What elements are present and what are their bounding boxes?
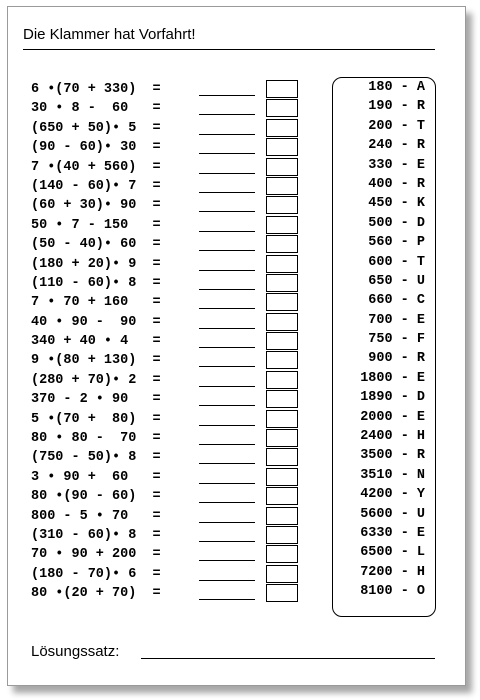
answer-line[interactable] [199,502,255,503]
task-row [31,448,161,467]
answer-line[interactable] [199,231,255,232]
task-row [31,507,161,526]
task-row [31,235,161,254]
task-expression: 5 •(70 + 80) = [31,411,161,427]
answer-line[interactable] [199,483,255,484]
key-entry: 600 - T [368,254,425,270]
answer-line[interactable] [199,134,255,135]
key-entry: 8100 - O [360,584,425,600]
task-row [31,274,161,293]
task-expression: (140 - 60)• 7 = [31,178,161,194]
solution-label: Lösungssatz: [31,643,120,660]
task-list [31,80,161,604]
answer-line[interactable] [199,541,255,542]
task-row [31,196,161,215]
letter-box[interactable] [266,332,298,350]
key-entry: 750 - F [368,332,425,348]
answer-line[interactable] [199,289,255,290]
key-entry: 2000 - E [360,409,425,425]
answer-line[interactable] [199,463,255,464]
task-expression: 7 • 70 + 160 = [31,295,161,311]
letter-box[interactable] [266,429,298,447]
letter-box[interactable] [266,313,298,331]
task-row [31,545,161,564]
answer-line[interactable] [199,580,255,581]
answer-line[interactable] [199,425,255,426]
letter-box[interactable] [266,371,298,389]
task-row [31,119,161,138]
task-expression: (650 + 50)• 5 = [31,120,161,136]
key-entry: 190 - R [368,99,425,115]
task-row [31,526,161,545]
task-row [31,429,161,448]
key-entry: 660 - C [368,293,425,309]
answer-line[interactable] [199,405,255,406]
task-expression: 30 • 8 - 60 = [31,101,161,117]
task-row [31,158,161,177]
task-expression: (310 - 60)• 8 = [31,527,161,543]
answer-line[interactable] [199,250,255,251]
letter-box[interactable] [266,565,298,583]
key-entry: 1800 - E [360,370,425,386]
key-entry: 4200 - Y [360,487,425,503]
key-entry: 1890 - D [360,390,425,406]
task-expression: 9 •(80 + 130) = [31,353,161,369]
page-title: Die Klammer hat Vorfahrt! [23,26,435,50]
key-entry: 900 - R [368,351,425,367]
task-expression: 3 • 90 + 60 = [31,469,161,485]
letter-box[interactable] [266,448,298,466]
letter-box[interactable] [266,196,298,214]
task-expression: 800 - 5 • 70 = [31,508,161,524]
task-row [31,255,161,274]
answer-line[interactable] [199,522,255,523]
answer-line[interactable] [199,192,255,193]
letter-box[interactable] [266,468,298,486]
letter-box[interactable] [266,293,298,311]
task-expression: 80 •(20 + 70) = [31,586,161,602]
task-row [31,371,161,390]
task-expression: 7 •(40 + 560) = [31,159,161,175]
solution-input-line[interactable] [141,658,435,659]
letter-box[interactable] [266,138,298,156]
task-row [31,390,161,409]
letter-box[interactable] [266,80,298,98]
task-expression: 340 + 40 • 4 = [31,334,161,350]
task-expression: (180 - 70)• 6 = [31,566,161,582]
letter-box[interactable] [266,255,298,273]
letter-box[interactable] [266,274,298,292]
answer-key [332,77,436,617]
task-expression: 40 • 90 - 90 = [31,314,161,330]
answer-line[interactable] [199,153,255,154]
key-entry: 700 - E [368,312,425,328]
key-entry: 400 - R [368,176,425,192]
key-entry: 2400 - H [360,429,425,445]
answer-line[interactable] [199,95,255,96]
task-row [31,468,161,487]
task-row [31,487,161,506]
task-row [31,565,161,584]
answer-line[interactable] [199,270,255,271]
task-row [31,410,161,429]
task-expression: (280 + 70)• 2 = [31,372,161,388]
answer-line[interactable] [199,347,255,348]
answer-line[interactable] [199,599,255,600]
key-entry: 180 - A [368,80,425,95]
task-expression: 370 - 2 • 90 = [31,392,161,408]
task-expression: 6 •(70 + 330) = [31,82,161,97]
letter-box[interactable] [266,507,298,525]
task-row [31,584,161,603]
key-entry: 240 - R [368,138,425,154]
task-expression: 80 • 80 - 70 = [31,431,161,447]
task-row [31,293,161,312]
letter-box[interactable] [266,584,298,602]
task-expression: (60 + 30)• 90 = [31,198,161,214]
task-row [31,313,161,332]
task-row [31,332,161,351]
letter-box[interactable] [266,99,298,117]
task-row [31,177,161,196]
task-expression: (180 + 20)• 9 = [31,256,161,272]
task-expression: (50 - 40)• 60 = [31,237,161,253]
task-row [31,99,161,118]
answer-line[interactable] [199,211,255,212]
key-entry: 330 - E [368,157,425,173]
key-entry: 500 - D [368,215,425,231]
key-entry: 3510 - N [360,467,425,483]
key-entry: 450 - K [368,196,425,212]
task-expression: 50 • 7 - 150 = [31,217,161,233]
task-expression: 70 • 90 + 200 = [31,547,161,563]
answer-line[interactable] [199,173,255,174]
task-row [31,216,161,235]
answer-line[interactable] [199,560,255,561]
answer-line[interactable] [199,308,255,309]
letter-box[interactable] [266,177,298,195]
answer-line[interactable] [199,386,255,387]
task-expression: (110 - 60)• 8 = [31,275,161,291]
answer-line[interactable] [199,444,255,445]
letter-box[interactable] [266,487,298,505]
task-row [31,351,161,370]
letter-box[interactable] [266,526,298,544]
key-entry: 200 - T [368,118,425,134]
letter-box[interactable] [266,216,298,234]
letter-box[interactable] [266,410,298,428]
task-row [31,138,161,157]
task-expression: (90 - 60)• 30 = [31,140,161,156]
letter-box[interactable] [266,351,298,369]
task-expression: 80 •(90 - 60) = [31,489,161,505]
answer-line[interactable] [199,328,255,329]
key-entry: 5600 - U [360,506,425,522]
task-expression: (750 - 50)• 8 = [31,450,161,466]
letter-box[interactable] [266,158,298,176]
key-entry: 6500 - L [360,545,425,561]
letter-box[interactable] [266,545,298,563]
key-entry: 560 - P [368,235,425,251]
task-row [31,80,161,99]
answer-line[interactable] [199,114,255,115]
key-entry: 650 - U [368,273,425,289]
letter-box[interactable] [266,119,298,137]
key-entry: 3500 - R [360,448,425,464]
letter-box[interactable] [266,390,298,408]
answer-line[interactable] [199,366,255,367]
key-entry: 7200 - H [360,564,425,580]
key-entry: 6330 - E [360,525,425,541]
letter-box[interactable] [266,235,298,253]
